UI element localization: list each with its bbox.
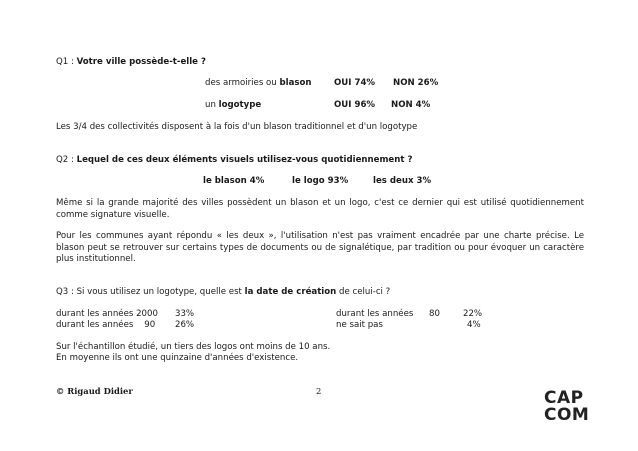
q3-left-label-2: durant les années 90 [56,320,156,330]
q3-prefix: Q3 : Si vous utilisez un logotype, quelle est [56,287,245,297]
q3-right-value-1: 22% [463,309,483,319]
q2-paragraph-2: Pour les communes ayant répondu « les deux », l'utilisation n'est pas vraiment encadrée par une charte précise. Le blason peut se retrouver sur certains types de documents ou de signalétique, par tradition ou pour évoquer un caractère plus institutionnel. [56,231,584,264]
footer-page-number: 2 [316,386,322,396]
q3-left-value-2: 26% [175,320,195,330]
q1-row1-oui: OUI 74% [334,78,376,88]
q3-right-label-1: durant les années [336,309,414,319]
q3-bold: la date de création [244,287,337,297]
q1-row2-label [205,100,261,110]
q3-left-value-1: 33% [175,309,195,319]
q2-paragraph-1: Même si la grande majorité des villes possèdent un blason et un logo, c'est ce dernier qui est utilisé quotidiennement comme signature visuelle. [56,198,584,220]
q3-right-value-2: 4% [467,320,481,330]
q1-row2-oui: OUI 96% [334,100,376,110]
q2-heading [56,155,412,165]
q3-note-1: Sur l'échantillon étudié, un tiers des logos ont moins de 10 ans. [56,342,331,352]
q2-answer-deux: les deux 3% [373,176,432,186]
q1-row1-item: blason [279,78,312,88]
q3-heading [56,287,390,297]
q1-row1-pre: des armoiries ou [205,78,280,88]
q1-row2-pre: un [205,100,219,110]
q3-right-num-1: 80 [429,309,440,319]
q2-answer-blason: le blason 4% [203,176,265,186]
q2-question: Lequel de ces deux éléments visuels utilisez-vous quotidiennement ? [76,155,413,165]
q1-summary: Les 3/4 des collectivités disposent à la fois d'un blason traditionnel et d'un logotype [56,122,418,132]
q1-question: Votre ville possède-t-elle ? [76,57,206,67]
q1-row1-label [205,78,312,88]
q3-suffix: de celui-ci ? [336,287,391,297]
logo-bottom: COM [544,405,590,425]
q3-note-2: En moyenne ils ont une quinzaine d'années d'existence. [56,353,299,363]
q3-right-label-2: ne sait pas [336,320,383,330]
capcom-logo [544,390,588,428]
logo-top: CAP [544,388,584,408]
q1-row1-non: NON 26% [393,78,439,88]
q1-prefix: Q1 : [56,57,77,67]
footer-copyright: © Rigaud Didier [56,386,133,396]
q1-row2-non: NON 4% [391,100,431,110]
q2-answer-logo: le logo 93% [292,176,349,186]
q3-left-label-1: durant les années 2000 [56,309,158,319]
q2-prefix: Q2 : [56,155,77,165]
q1-heading [56,57,206,67]
q1-row2-item: logotype [218,100,262,110]
